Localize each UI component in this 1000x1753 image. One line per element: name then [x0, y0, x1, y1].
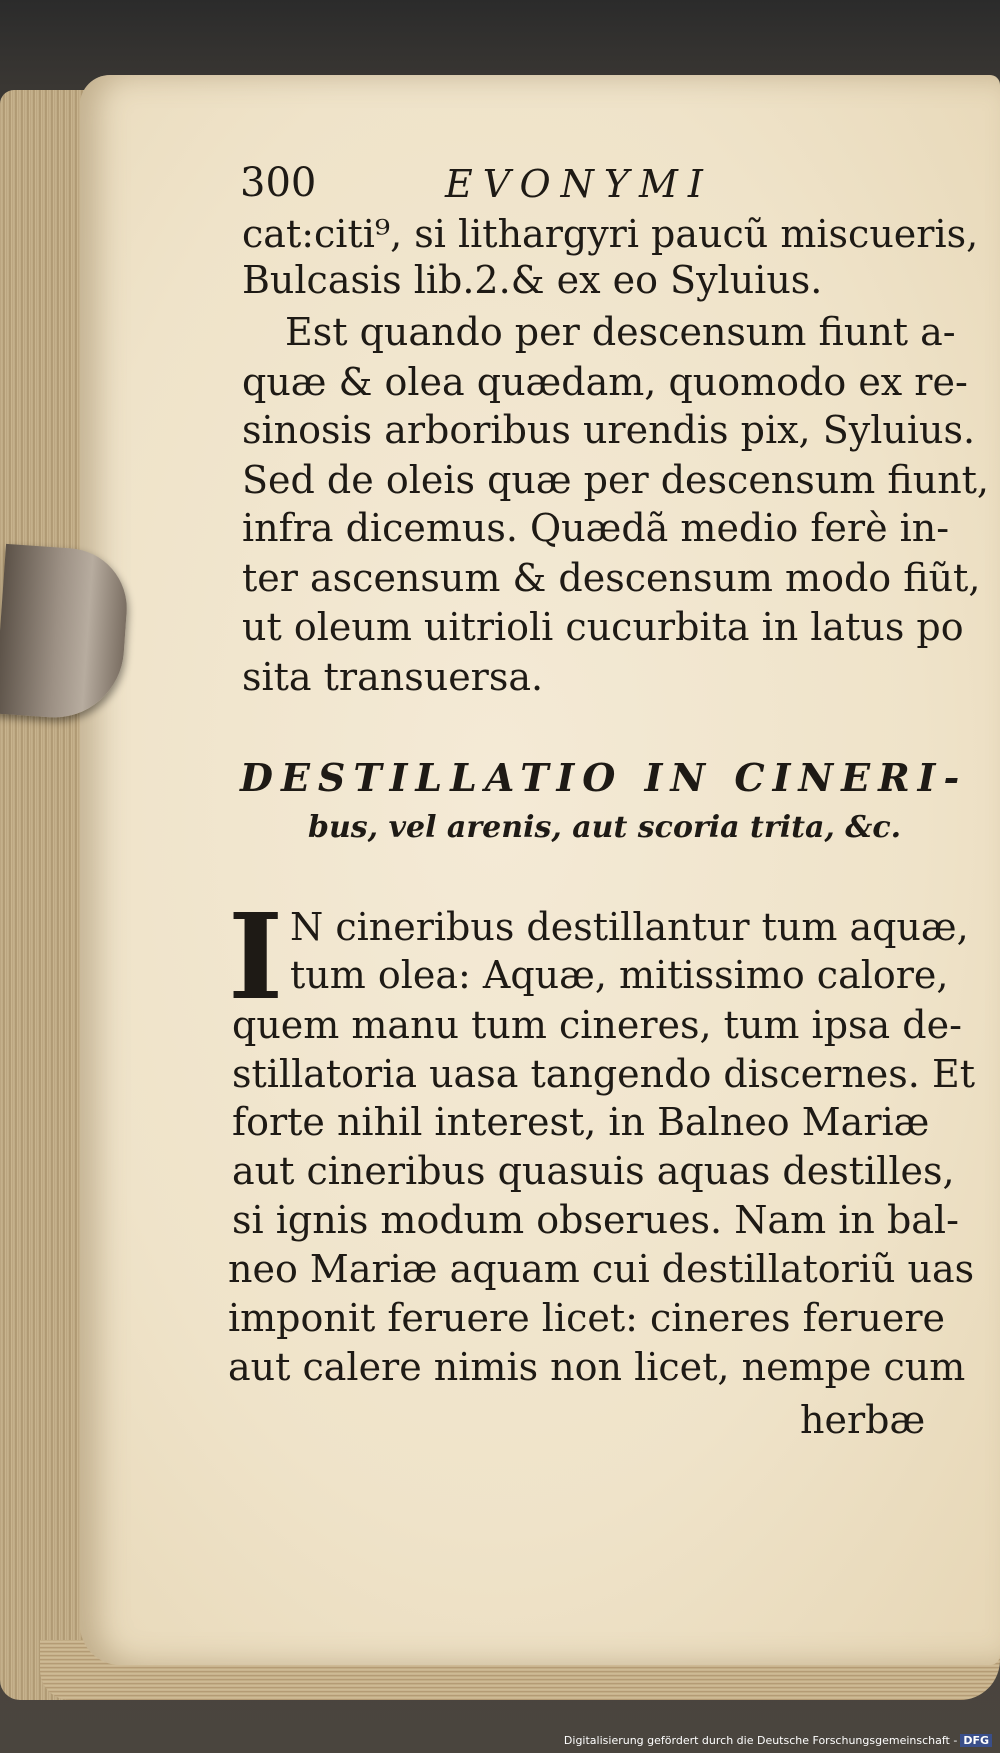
section-subheading: bus, vel arenis, aut scoria trita, &c. [308, 810, 902, 845]
section-line: imponit feruere licet: cineres feruere [228, 1296, 945, 1340]
section-line: aut cineribus quasuis aquas destilles, [232, 1149, 955, 1193]
section-line: forte nihil interest, in Balneo Mariæ [232, 1100, 930, 1144]
section-line: neo Mariæ aquam cui destillatoriũ uas [228, 1247, 975, 1291]
body-line: cat:citi⁹, si lithargyri paucũ miscueris, [242, 212, 979, 256]
running-title: EVONYMI [445, 162, 713, 206]
dfg-logo: DFG [960, 1734, 992, 1747]
section-line: N cineribus destillantur tum aquæ, [290, 905, 969, 949]
body-line: Bulcasis lib.2.& ex eo Syluius. [242, 258, 823, 302]
section-line: tum olea: Aquæ, mitissimo calore, [290, 953, 949, 997]
body-line: Est quando per descensum fiunt a- [285, 310, 956, 354]
body-line: quæ & olea quædam, quomodo ex re- [242, 360, 968, 404]
section-line: si ignis modum obserues. Nam in bal- [232, 1198, 959, 1242]
body-line: infra dicemus. Quædã medio ferè in- [242, 506, 950, 550]
body-line: sinosis arboribus urendis pix, Syluius. [242, 408, 976, 452]
section-heading: DESTILLATIO IN CINERI- [240, 755, 968, 800]
page-number: 300 [240, 160, 317, 206]
section-line: quem manu tum cineres, tum ipsa de- [232, 1003, 962, 1047]
body-line: ter ascensum & descensum modo fiũt, [242, 556, 981, 600]
drop-cap: I [228, 887, 284, 1026]
digitization-credit [564, 1734, 992, 1747]
section-line: aut calere nimis non licet, nempe cum [228, 1345, 966, 1389]
section-line: stillatoria uasa tangendo discernes. Et [232, 1052, 975, 1096]
credit-text: Digitalisierung gefördert durch die Deutsche Forschungsgemeinschaft - [563, 1734, 958, 1747]
body-line: sita transuersa. [242, 655, 544, 699]
body-line: ut oleum uitrioli cucurbita in latus po [242, 605, 964, 649]
catchword: herbæ [800, 1398, 926, 1442]
body-line: Sed de oleis quæ per descensum fiunt, [242, 458, 990, 502]
